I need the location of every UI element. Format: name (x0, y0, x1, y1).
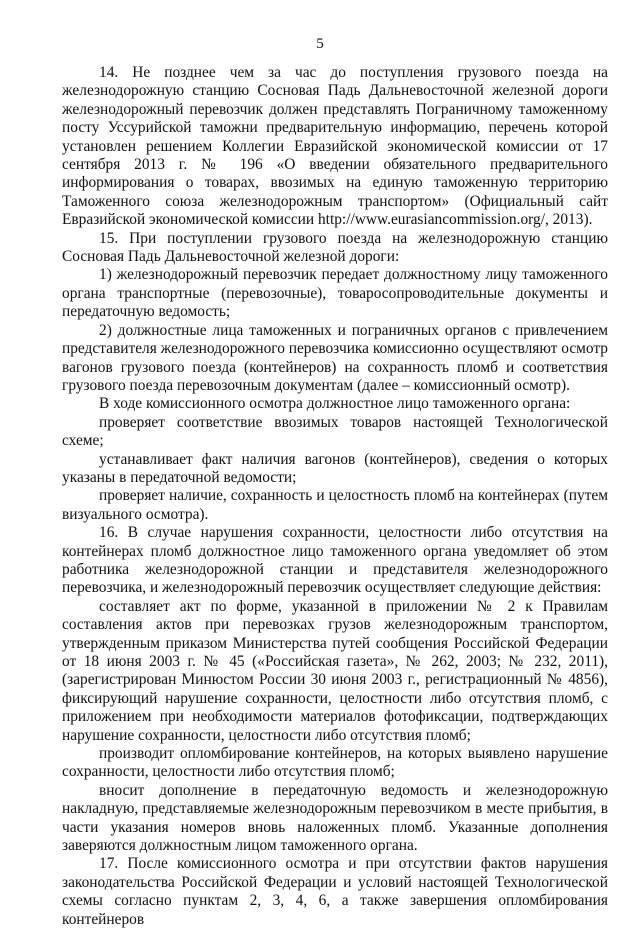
paragraph-16: 16. В случае нарушения сохранности, целостности либо отсутствия на контейнерах пломб должностное лицо таможенного органа уведомляет об этом работника железнодорожной станции и представителя железнодорожного перевозчика, и железнодорожный перевозчик осуществляет следующие действия: (62, 524, 608, 597)
paragraph-15-item-1: 1) железнодорожный перевозчик передает должностному лицу таможенного органа транспортные (перевозочные), товаросопроводительные документы и передаточную ведомость; (62, 266, 608, 321)
document-body (62, 64, 608, 929)
paragraph-14: 14. Не позднее чем за час до поступления грузового поезда на железнодорожную станцию Сосновая Падь Дальневосточной железной дороги железнодорожный перевозчик должен представлять Пограничному таможенному посту Уссурийской таможни предварительную информацию, перечень которой установлен решением Коллегии Евразийской экономической комиссии от 17 сентября 2013 г. № 196 «О введении обязательного предварительного информирования о товарах, ввозимых на единую таможенную территорию Таможенного союза железнодорожным транспортом» (Официальный сайт Евразийской экономической комиссии http://www.eurasiancommission.org/, 2013). (62, 64, 608, 229)
paragraph-15-item-2: 2) должностные лица таможенных и пограничных органов с привлечением представителя железнодорожного перевозчика комиссионно осуществляют осмотр вагонов грузового поезда (контейнеров) на сохранность пломб и соответствия грузового поезда перевозочным документам (далее – комиссионный осмотр). (62, 321, 609, 394)
paragraph-inspection-wagons: устанавливает факт наличия вагонов (контейнеров), сведения о которых указаны в передаточной ведомости; (62, 450, 608, 486)
paragraph-inspection-seals: проверяет наличие, сохранность и целостность пломб на контейнерах (путем визуального осмотра). (62, 487, 608, 523)
paragraph-16-sealing: производит опломбирование контейнеров, на которых выявлено нарушение сохранности, целостности либо отсутствия пломб; (62, 745, 608, 781)
paragraph-16-act: составляет акт по форме, указанной в приложении № 2 к Правилам составления актов при перевозках грузов железнодорожным транспортом, утвержденным приказом Министерства путей сообщения Российской Федерации от 18 июня 2003 г. № 45 («Российская газета», № 262, 2003; № 232, 2011), (зарегистрирован Минюстом России 30 июня 2003 г., регистрационный № 4856), фиксирующий нарушение сохранности, целостности либо отсутствия пломб, с приложением при необходимости материалов фотофиксации, подтверждающих нарушение сохранности, целостности либо отсутствия пломб; (62, 597, 608, 744)
paragraph-16-addition: вносит дополнение в передаточную ведомость и железнодорожную накладную, представляемые железнодорожным перевозчиком в месте прибытия, в части указания номеров вновь наложенных пломб. Указанные дополнения заверяются должностным лицом таможенного органа. (62, 781, 608, 855)
page-number: 5 (316, 36, 324, 52)
paragraph-inspection-check-goods: проверяет соответствие ввозимых товаров настоящей Технологической схеме; (62, 413, 608, 450)
paragraph-inspection-intro: В ходе комиссионного осмотра должностное лицо таможенного органа: (99, 395, 571, 413)
paragraph-17: 17. После комиссионного осмотра и при отсутствии фактов нарушения законодательства Российской Федерации и условий настоящей Технологической схемы согласно пунктам 2, 3, 4, 6, а также завершения опломбирования контейнеров (62, 855, 608, 928)
paragraph-15: 15. При поступлении грузового поезда на железнодорожную станцию Сосновая Падь Дальневосточной железной дороги: (62, 229, 608, 266)
